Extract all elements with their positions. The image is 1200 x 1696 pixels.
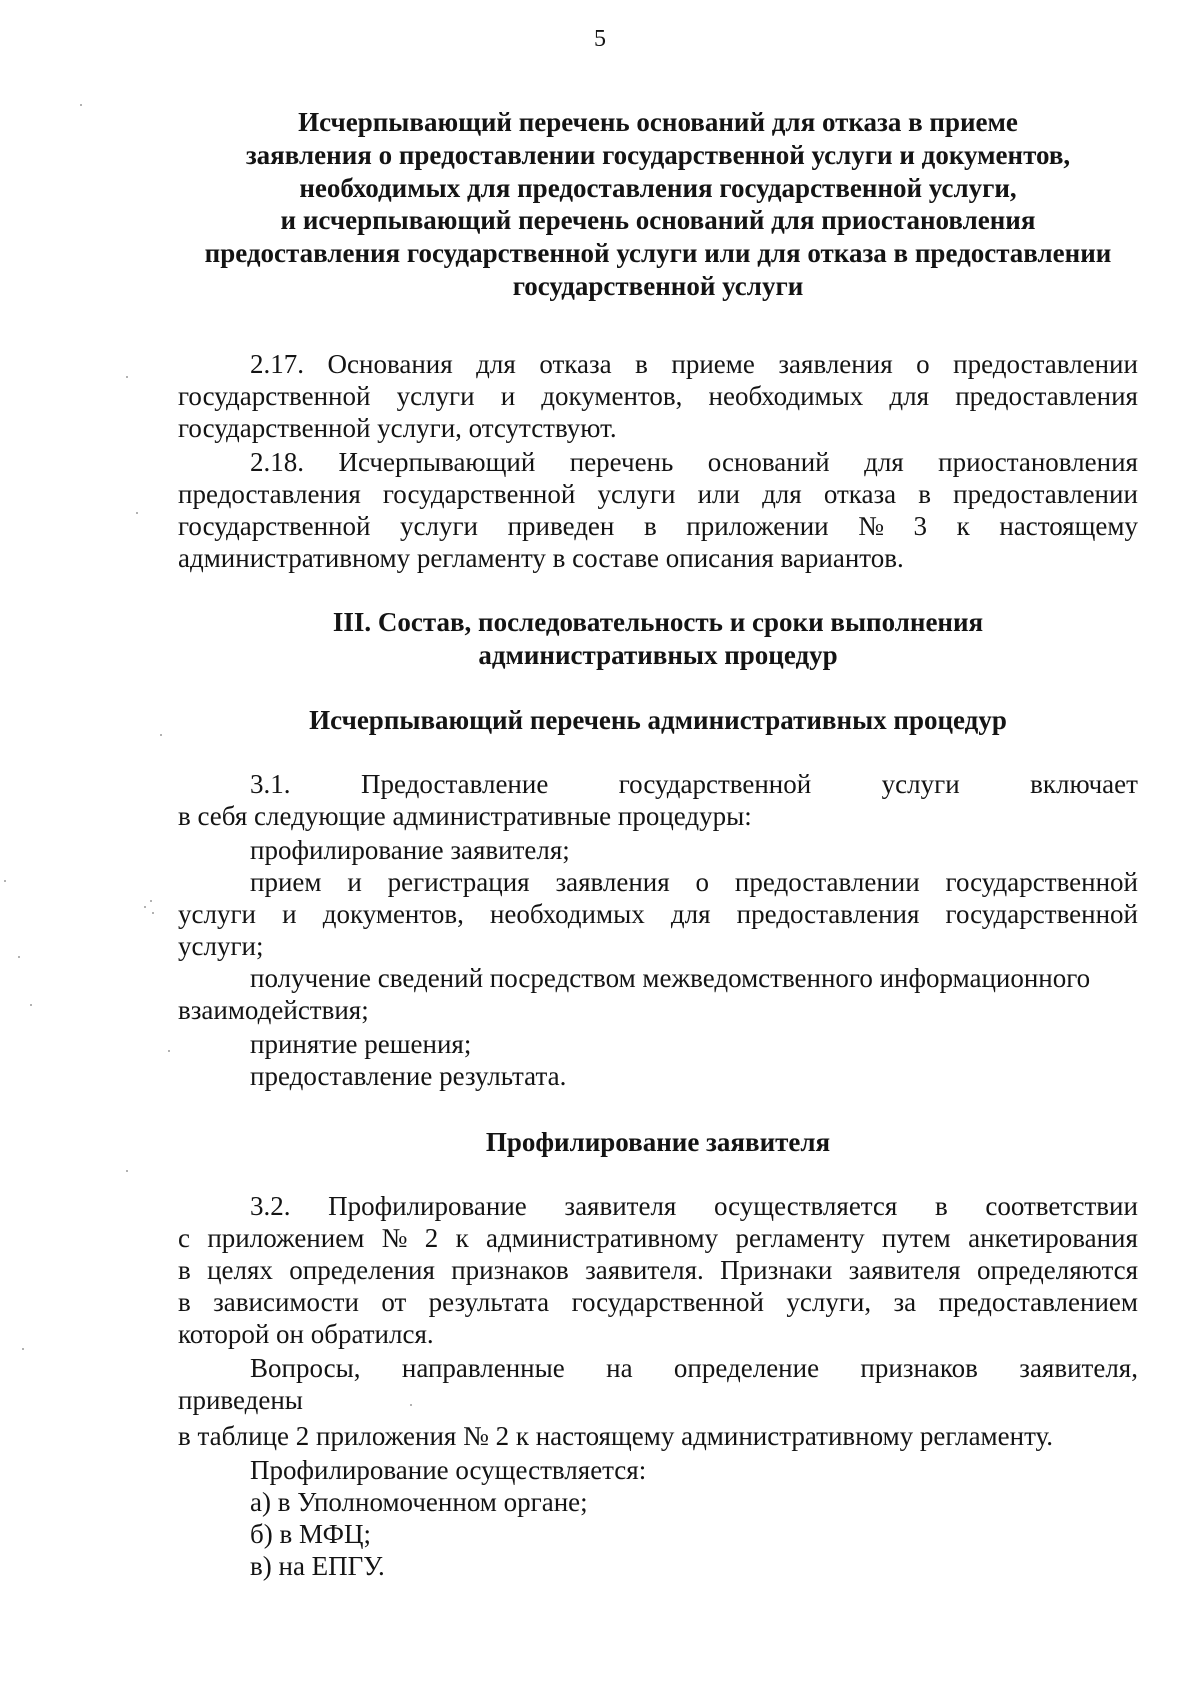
word: Профилирование xyxy=(328,1191,527,1221)
paragraph-3-2-line xyxy=(178,1254,1138,1286)
procedure-item: профилирование заявителя; xyxy=(250,835,570,865)
scan-speck xyxy=(80,104,82,106)
heading-line: Исчерпывающий перечень административных процедур xyxy=(309,705,1007,735)
paragraph-3-2-line xyxy=(250,1190,1138,1222)
word: приложении xyxy=(686,511,829,541)
word: услуги xyxy=(396,381,475,411)
profiling-place-item: а) в Уполномоченном органе; xyxy=(250,1487,588,1517)
word: и xyxy=(500,381,516,411)
scan-speck xyxy=(152,912,154,914)
word: настоящему xyxy=(999,511,1138,541)
word: государственной xyxy=(382,479,576,509)
word: заявителя. xyxy=(585,1255,704,1285)
scan-speck xyxy=(22,1348,24,1350)
profiling-place-item: в) на ЕПГУ. xyxy=(250,1551,385,1581)
word: для xyxy=(864,447,904,477)
word: результата xyxy=(428,1287,550,1317)
word: заявления xyxy=(778,349,893,379)
heading-grounds-for-refusal xyxy=(178,106,1138,303)
procedure-item-continued: услуги; xyxy=(178,931,264,961)
scan-speck xyxy=(168,1050,170,1052)
heading-line: III. Состав, последовательность и сроки выполнения xyxy=(332,607,984,637)
word: анкетирования xyxy=(968,1223,1138,1253)
word: отказа xyxy=(823,479,897,509)
word: для xyxy=(476,349,516,379)
procedure-item: получение сведений посредством межведомственного информационного xyxy=(250,963,1091,993)
scan-speck xyxy=(18,956,20,958)
heading-line: Исчерпывающий перечень оснований для отказа в приеме xyxy=(298,107,1018,137)
word: соответствии xyxy=(985,1191,1138,1221)
word: направленные xyxy=(401,1353,565,1383)
word: административному xyxy=(486,1223,719,1253)
word: заявителя, xyxy=(1019,1353,1138,1383)
word: № xyxy=(381,1223,408,1253)
word: предоставлении xyxy=(953,349,1138,379)
word: услуги xyxy=(597,479,676,509)
word: зависимости xyxy=(213,1287,359,1317)
word: приеме xyxy=(671,349,755,379)
word: с xyxy=(178,1223,190,1253)
word: в xyxy=(918,479,931,509)
procedure-item-continued: взаимодействия; xyxy=(178,995,369,1025)
procedure-item: предоставление результата. xyxy=(250,1061,567,1091)
word: заявителя xyxy=(564,1191,677,1221)
heading-line: заявления о предоставлении государственной услуги и документов, xyxy=(245,139,1071,170)
word: государственной xyxy=(571,1287,764,1317)
paragraph-2-18-line xyxy=(250,446,1138,478)
word: 2.18. xyxy=(250,447,304,477)
scan-speck xyxy=(160,734,162,736)
section-3-title xyxy=(178,606,1138,672)
word: к xyxy=(455,1223,469,1253)
word: Вопросы, xyxy=(250,1353,361,1383)
paragraph-questions-line xyxy=(250,1352,1138,1384)
word: в xyxy=(643,511,657,541)
heading-line: и исчерпывающий перечень оснований для приостановления xyxy=(280,205,1036,236)
paragraph-3-2-line: которой он обратился. xyxy=(178,1319,434,1349)
word: оснований xyxy=(707,447,830,477)
word: в xyxy=(934,1191,948,1221)
word: Основания xyxy=(327,349,453,379)
heading-procedures-list xyxy=(178,704,1138,737)
word: определение xyxy=(673,1353,820,1383)
word: государственной xyxy=(618,769,812,799)
word: перечень xyxy=(569,447,674,477)
word: приостановления xyxy=(938,447,1138,477)
paragraph-2-17-line: государственной услуги, отсутствуют. xyxy=(178,413,617,443)
word: путем xyxy=(881,1223,951,1253)
word: предоставления xyxy=(955,381,1138,411)
scan-speck xyxy=(410,1404,412,1406)
page-number: 5 xyxy=(594,26,606,52)
scan-speck xyxy=(150,900,152,902)
paragraph-2-18-line xyxy=(178,478,1138,510)
word: приведен xyxy=(507,511,615,541)
word: 3.2. xyxy=(250,1191,291,1221)
word: на xyxy=(606,1353,633,1383)
profiling-place-item: б) в МФЦ; xyxy=(250,1519,371,1549)
heading-profiling xyxy=(178,1126,1138,1159)
paragraph-3-2-line xyxy=(178,1222,1138,1254)
word: за xyxy=(893,1287,917,1317)
word: в xyxy=(635,349,648,379)
word: 3 xyxy=(913,511,928,541)
heading-line: государственной услуги xyxy=(512,270,804,301)
word: 3.1. xyxy=(250,769,291,799)
word: для xyxy=(762,479,802,509)
word: услуги, xyxy=(786,1287,872,1317)
word: государственной xyxy=(178,381,371,411)
paragraph-questions-line: приведены xyxy=(178,1385,303,1415)
word: документов, xyxy=(541,381,683,411)
word: 2.17. xyxy=(250,349,304,379)
procedure-item-continued: услуги и документов, необходимых для предоставления государственной xyxy=(178,899,1138,929)
word: признаков xyxy=(860,1353,978,1383)
procedure-item: прием и регистрация заявления о предоставлении государственной xyxy=(250,867,1138,897)
word: признаков xyxy=(451,1255,569,1285)
profiling-places-intro: Профилирование осуществляется: xyxy=(250,1455,647,1485)
word: предоставлении xyxy=(953,479,1138,509)
word: отказа xyxy=(539,349,612,379)
word: осуществляется xyxy=(714,1191,898,1221)
scan-speck xyxy=(126,376,128,378)
heading-line: необходимых для предоставления государственной услуги, xyxy=(299,172,1017,203)
word: Исчерпывающий xyxy=(338,447,536,477)
word: в xyxy=(178,1287,191,1317)
word: для xyxy=(889,381,930,411)
word: к xyxy=(956,511,970,541)
word: предоставления xyxy=(178,479,361,509)
paragraph-3-1-line xyxy=(250,768,1138,800)
word: определяются xyxy=(976,1255,1138,1285)
word: предоставлением xyxy=(938,1287,1138,1317)
paragraph-2-18-line xyxy=(178,510,1138,542)
word: в xyxy=(178,1255,191,1285)
scan-speck xyxy=(126,1170,128,1172)
paragraph-2-17-line xyxy=(178,380,1138,412)
paragraph-questions-line: в таблице 2 приложения № 2 к настоящему административному регламенту. xyxy=(178,1421,1054,1451)
scan-speck xyxy=(136,512,138,514)
word: Предоставление xyxy=(360,769,549,799)
word: услуги xyxy=(400,511,478,541)
word: Признаки xyxy=(720,1255,833,1285)
heading-line: Профилирование заявителя xyxy=(485,1127,831,1157)
paragraph-3-1-line: в себя следующие административные процедуры: xyxy=(178,801,752,831)
word: № xyxy=(858,511,884,541)
word: заявителя xyxy=(848,1255,961,1285)
word: целях xyxy=(207,1255,273,1285)
word: от xyxy=(381,1287,407,1317)
word: необходимых xyxy=(708,381,864,411)
paragraph-2-17-line xyxy=(250,348,1138,380)
word: приложением xyxy=(207,1223,365,1253)
word: определения xyxy=(289,1255,435,1285)
word: регламенту xyxy=(735,1223,865,1253)
heading-line: предоставления государственной услуги или для отказа в предоставлении xyxy=(204,238,1112,269)
heading-line: административных процедур xyxy=(478,639,838,670)
scan-speck xyxy=(4,880,6,882)
paragraph-3-2-line xyxy=(178,1286,1138,1318)
word: о xyxy=(916,349,930,379)
word: 2 xyxy=(424,1223,439,1253)
word: или xyxy=(697,479,740,509)
scan-speck xyxy=(144,906,146,908)
scan-speck xyxy=(30,1004,32,1006)
procedure-item: принятие решения; xyxy=(250,1029,472,1059)
word: государственной xyxy=(178,511,371,541)
paragraph-2-18-line: административному регламенту в составе описания вариантов. xyxy=(178,543,904,573)
word: включает xyxy=(1030,769,1138,799)
word: услуги xyxy=(881,769,960,799)
